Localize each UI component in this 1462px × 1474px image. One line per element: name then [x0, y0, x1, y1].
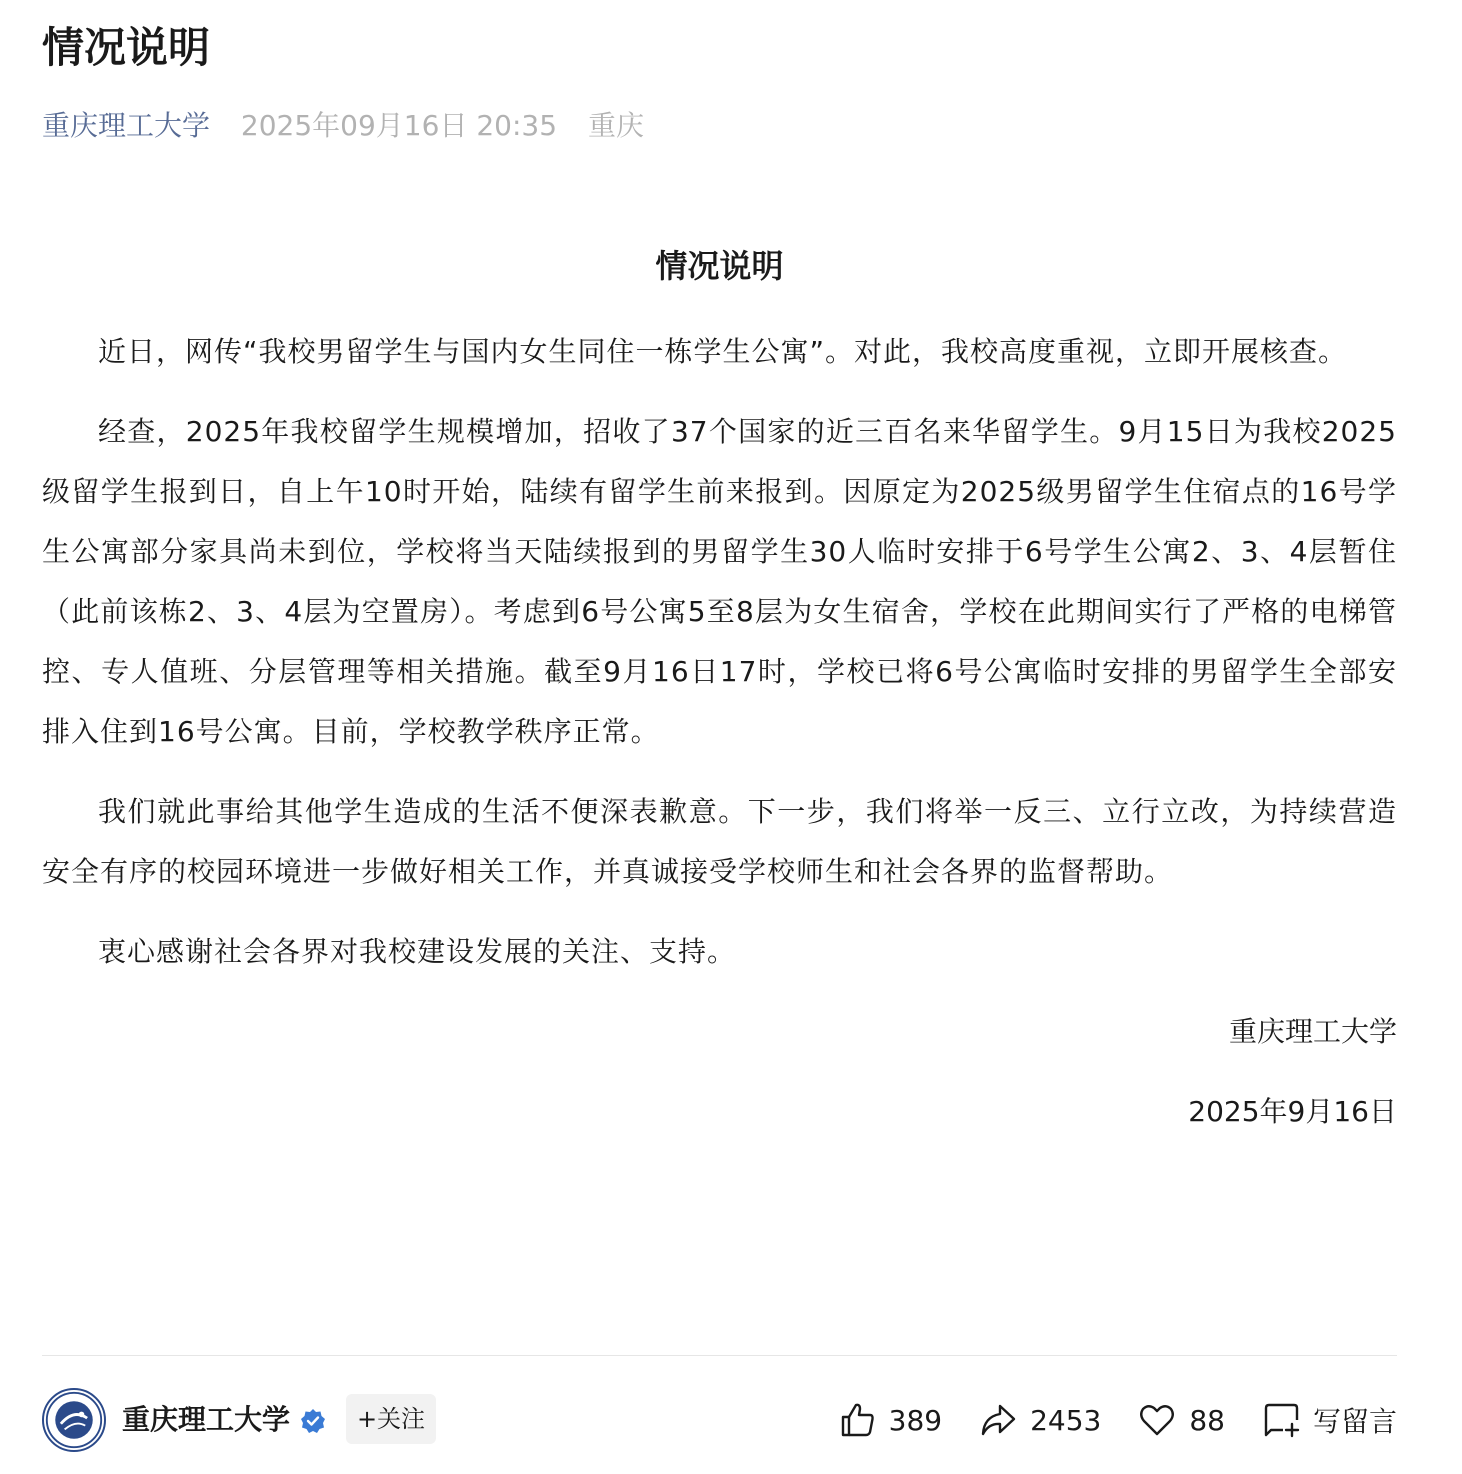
like-count: 389: [888, 1403, 943, 1437]
footer-account-name[interactable]: 重庆理工大学: [122, 1403, 291, 1436]
action-bar: [801, 1396, 1397, 1444]
paragraph-4: 衷心感谢社会各界对我校建设发展的关注、支持。: [98, 935, 737, 968]
follow-button[interactable]: +关注: [346, 1394, 436, 1444]
share-button[interactable]: [978, 1400, 1101, 1440]
footer-divider: [42, 1355, 1397, 1356]
signature-block: [42, 1002, 1397, 1142]
write-comment-label: 写留言: [1312, 1405, 1397, 1438]
comment-plus-icon: [1261, 1400, 1301, 1440]
paragraph-1: 近日，网传“我校男留学生与国内女生同住一栋学生公寓”。对此，我校高度重视，立即开展核查。: [98, 335, 1348, 368]
favorite-count: 88: [1189, 1403, 1225, 1437]
avatar[interactable]: [42, 1388, 106, 1452]
heart-icon: [1137, 1400, 1177, 1440]
write-comment-button[interactable]: [1261, 1400, 1397, 1440]
publish-time: 2025年09月16日 20:35: [240, 109, 558, 142]
verified-badge-icon: [300, 1408, 326, 1434]
article-content: [42, 240, 1397, 1142]
article-footer: [42, 1388, 1397, 1452]
paragraph-2: 经查，2025年我校留学生规模增加，招收了37个国家的近三百名来华留学生。9月15日为我校2025级留学生报到日，自上午10时开始，陆续有留学生前来报到。因原定为2025级男留学生住宿点的16号学生公寓部分家具尚未到位，学校将当天陆续报到的男留学生30人临时安排于6号学生公寓2、3、4层暂住（此前该栋2、3、4层为空置房）。考虑到6号公寓5至8层为女生宿舍，学校在此期间实行了严格的电梯管控、专人值班、分层管理等相关措施。截至9月16日17时，学校已将6号公寓临时安排的男留学生全部安排入住到16号公寓。目前，学校教学秩序正常。: [42, 415, 1397, 748]
paragraph-3: 我们就此事给其他学生造成的生活不便深表歉意。下一步，我们将举一反三、立行立改，为持续营造安全有序的校园环境进一步做好相关工作，并真诚接受学校师生和社会各界的监督帮助。: [42, 795, 1397, 888]
thumbs-up-icon: [837, 1400, 877, 1440]
article-meta: [42, 108, 644, 144]
signature-name: 重庆理工大学: [1228, 1015, 1397, 1048]
account-name-link[interactable]: 重庆理工大学: [42, 109, 211, 142]
signature-date: 2025年9月16日: [1188, 1095, 1397, 1128]
like-button[interactable]: [837, 1400, 942, 1440]
publish-location: 重庆: [587, 109, 644, 142]
content-heading: 情况说明: [655, 247, 784, 285]
university-logo-icon: [44, 1390, 104, 1450]
share-count: 2453: [1030, 1403, 1102, 1437]
share-arrow-icon: [978, 1400, 1018, 1440]
favorite-button[interactable]: [1137, 1400, 1225, 1440]
article-title: 情况说明: [42, 23, 211, 72]
